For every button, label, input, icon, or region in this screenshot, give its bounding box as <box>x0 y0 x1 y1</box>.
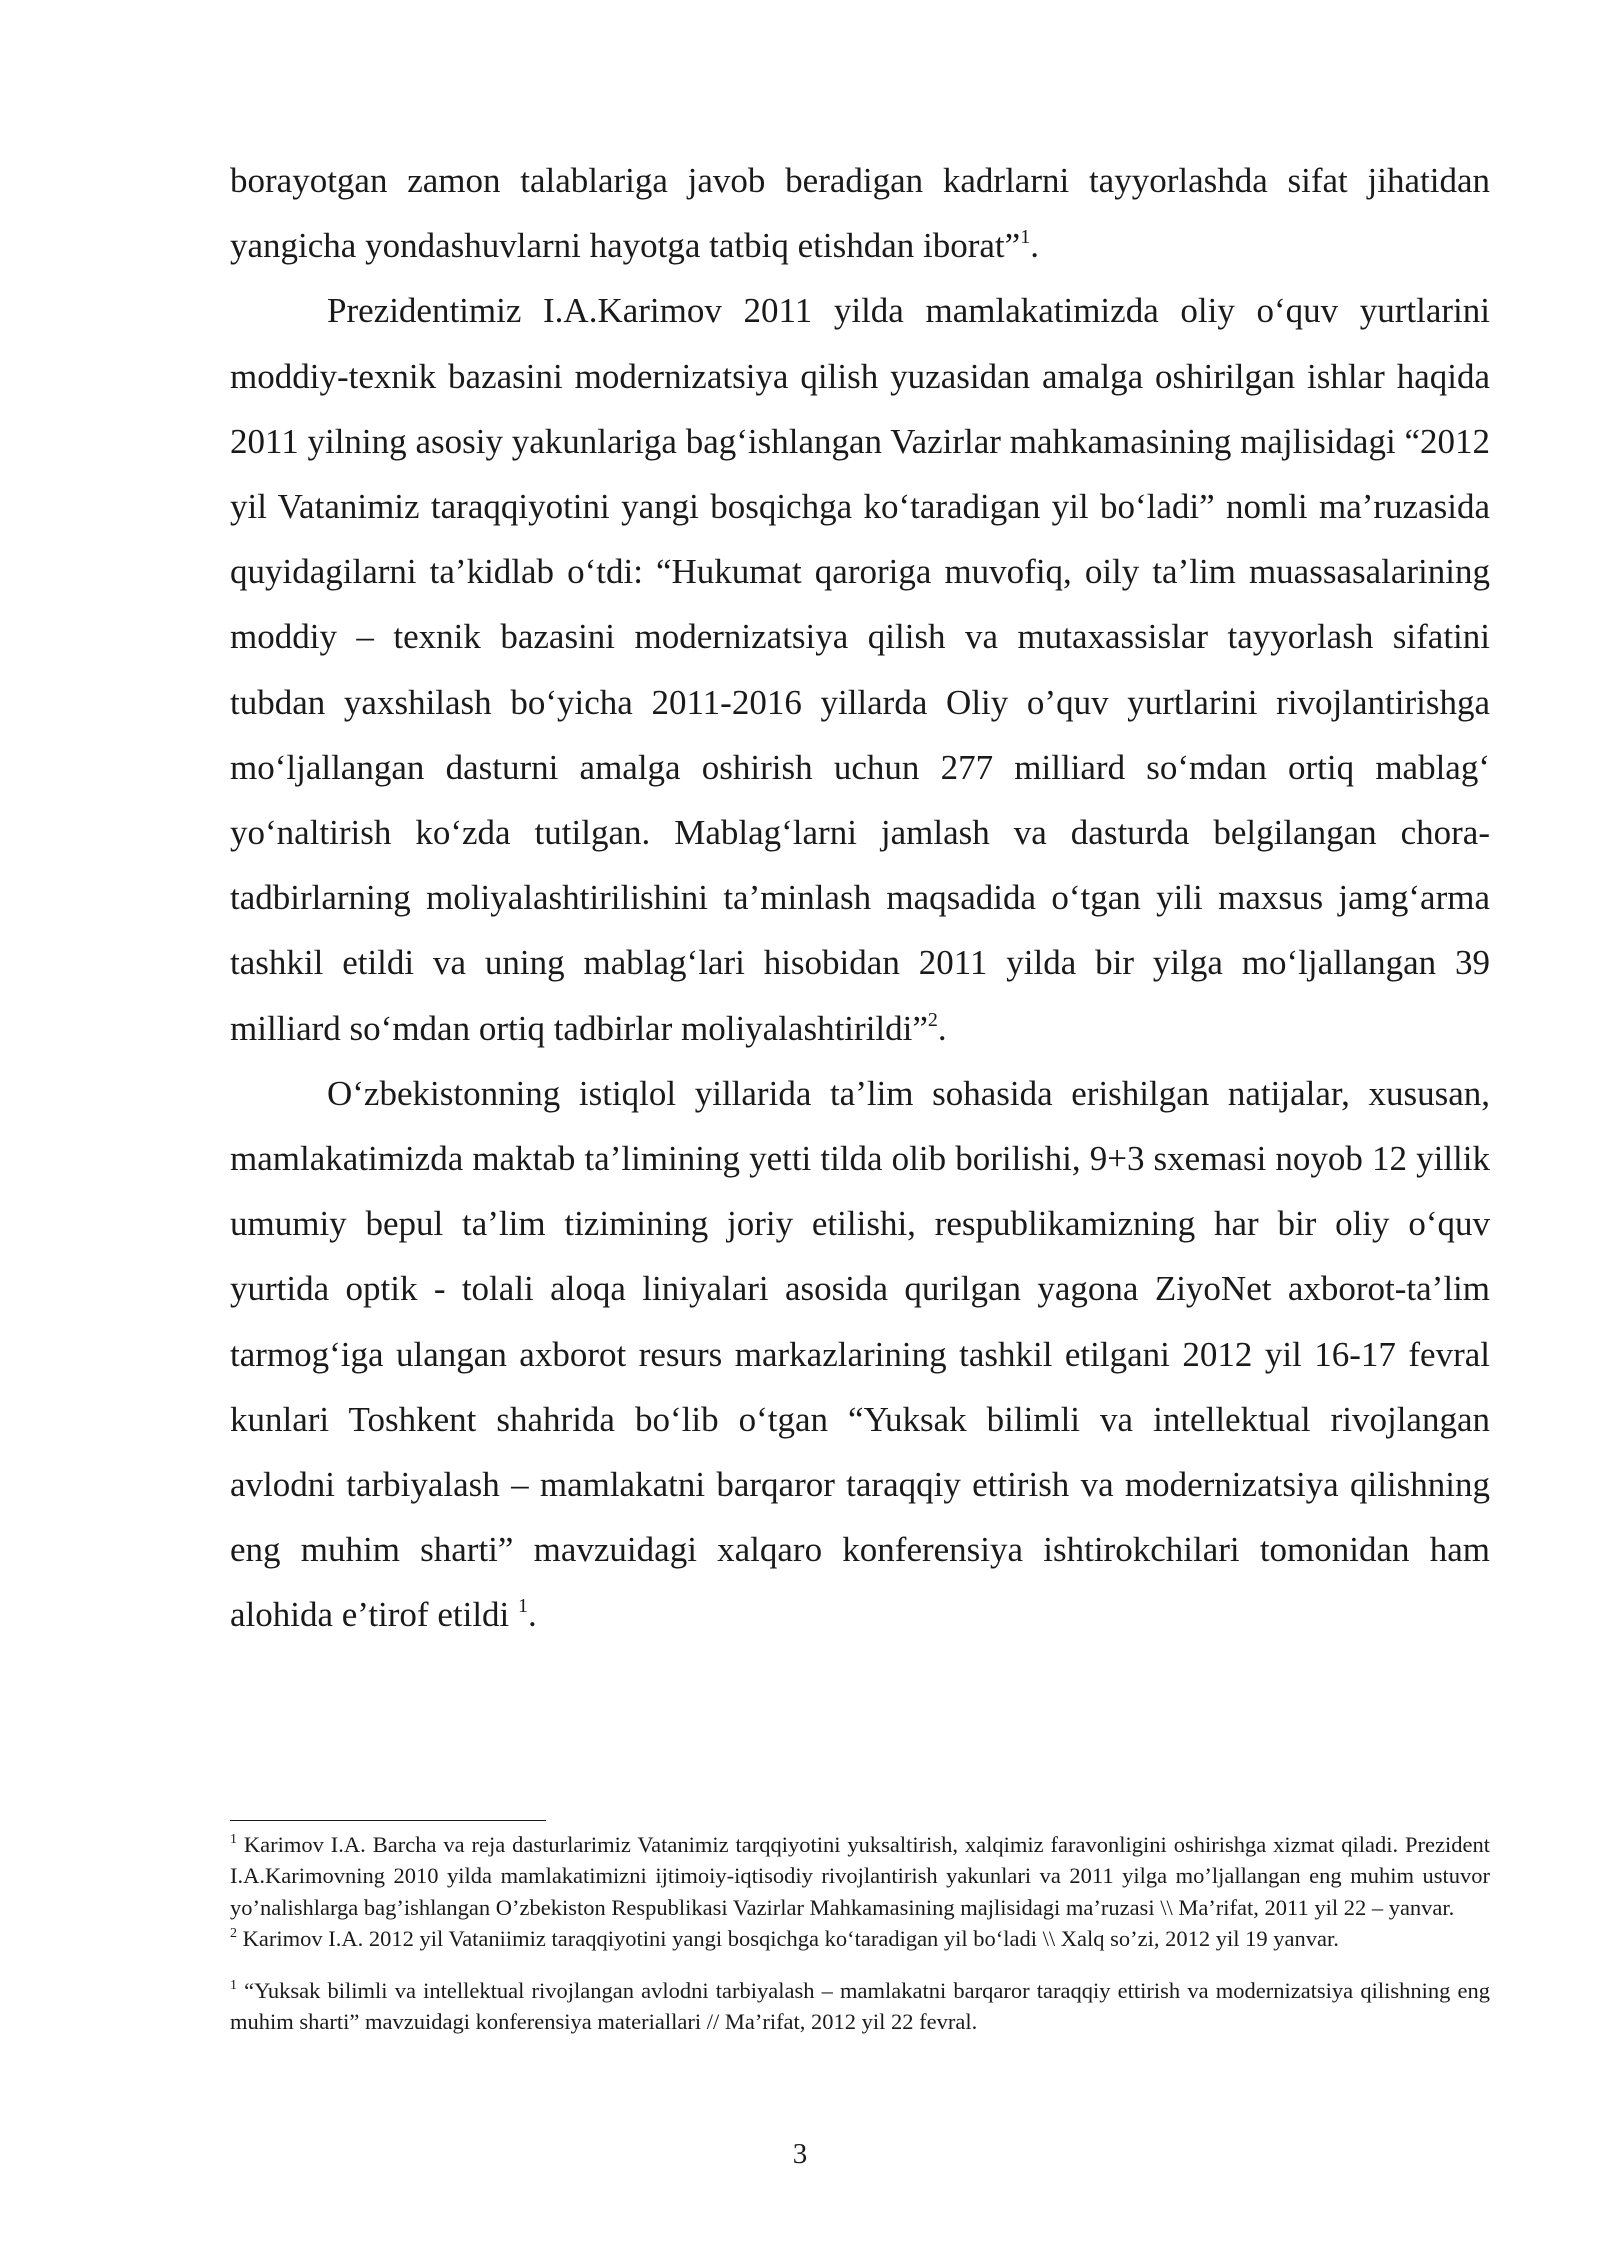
footnote-text: Karimov I.A. Barcha va reja dasturlarimiz Vatanimiz tarqqiyotini yuksaltirish, xalqimiz faravonligini oshirishga xizmat qiladi. Prezident I.A.Karimovning 2010 yilda mamlakatimizni ijtimoiy-iqtisodiy rivojlantirish yakunlari va 2011 yilga mo’ljallangan eng muhim ustuvor yo’nalishlarga bag’ishlangan O’zbekiston Respublikasi Vazirlar Mahkamasining majlisidagi ma’ruzasi \\ Ma’rifat, 2011 yil 22 – yanvar. <box>230 1832 1490 1920</box>
footnote-reference: 1 <box>1020 226 1031 249</box>
page-number: 3 <box>792 2138 808 2170</box>
paragraph-tail: . <box>937 1008 947 1048</box>
footnote-separator <box>230 1820 546 1821</box>
paragraph-karimov-2011 <box>230 278 1490 1060</box>
footnote-3 <box>230 1975 1490 2038</box>
footnote-spacer <box>230 1955 1490 1975</box>
footnote-2 <box>230 1923 1490 1954</box>
paragraph-text: Prezidentimiz I.A.Karimov 2011 yilda mamlakatimizda oliy o‘quv yurtlarini moddiy-texnik bazasini modernizatsiya qilish yuzasidan amalga oshirilgan ishlar haqida 2011 yilning asosiy yakunlariga bag‘ishlangan Vazirlar mahkamasining majlisidagi “2012 yil Vatanimiz taraqqiyotini yangi bosqichga ko‘taradigan yil bo‘ladi” nomli ma’ruzasida quyidagilarni ta’kidlab o‘tdi: “Hukumat qaroriga muvofiq, oily ta’lim muassasalarining moddiy – texnik bazasini modernizatsiya qilish va mutaxassislar tayyorlash sifatini tubdan yaxshilash bo‘yicha 2011-2016 yillarda Oliy o’quv yurtlarini rivojlantirishga mo‘ljallangan dasturni amalga oshirish uchun 277 milliard so‘mdan ortiq mablag‘ yo‘naltirish ko‘zda tutilgan. Mablag‘larni jamlash va dasturda belgilangan chora-tadbirlarning moliyalashtirilishini ta’minlash maqsadida o‘tgan yili maxsus jamg‘arma tashkil etildi va uning mablag‘lari hisobidan 2011 yilda bir yilga mo‘ljallangan 39 milliard so‘mdan ortiq tadbirlar moliyalashtirildi” <box>230 291 1490 1048</box>
footnote-reference: 2 <box>927 1008 938 1031</box>
footnote-mark: 1 <box>230 1832 237 1847</box>
paragraph-tail: . <box>528 1595 537 1635</box>
footnote-mark: 1 <box>230 1977 237 1993</box>
footnote-reference: 1 <box>518 1595 529 1618</box>
footnote-1 <box>230 1829 1490 1923</box>
document-body <box>230 148 1490 1648</box>
footnote-text: Karimov I.A. 2012 yil Vataniimiz taraqqiyotini yangi bosqichga ko‘taradigan yil bo‘ladi \\ Xalq so’zi, 2012 yil 19 yanvar. <box>237 1926 1339 1952</box>
footnote-text: “Yuksak bilimli va intellektual rivojlangan avlodni tarbiyalash – mamlakatni barqaror taraqqiy ettirish va modernizatsiya qilishning eng muhim sharti” mavzuidagi konferensiya materiallari // Ma’rifat, 2012 yil 22 fevral. <box>230 1977 1490 2035</box>
paragraph-text: O‘zbekistonning istiqlol yillarida ta’lim sohasida erishilgan natijalar, xususan, mamlakatimizda maktab ta’limining yetti tilda olib borilishi, 9+3 sxemasi noyob 12 yillik umumiy bepul ta’lim tizimining joriy etilishi, respublikamizning har bir oliy o‘quv yurtida optik - tolali aloqa liniyalari asosida qurilgan yagona ZiyoNet axborot-ta’lim tarmog‘iga ulangan axborot resurs markazlarining tashkil etilgani 2012 yil 16-17 fevral kunlari Toshkent shahrida bo‘lib o‘tgan “Yuksak bilimli va intellektual rivojlangan avlodni tarbiyalash – mamlakatni barqaror taraqqiy ettirish va modernizatsiya qilishning eng muhim sharti” mavzuidagi xalqaro konferensiya ishtirokchilari tomonidan ham alohida e’tirof etildi <box>230 1073 1490 1635</box>
paragraph-continuation <box>230 148 1490 278</box>
footnote-mark: 2 <box>230 1926 237 1942</box>
paragraph-tail: . <box>1030 226 1039 266</box>
paragraph-text: borayotgan zamon talablariga javob beradigan kadrlarni tayyorlashda sifat jihatidan yangicha yondashuvlarni hayotga tatbiq etishdan iborat” <box>230 161 1490 266</box>
paragraph-uzbekistan-education <box>230 1061 1490 1648</box>
footnotes-section <box>230 1820 1490 2037</box>
